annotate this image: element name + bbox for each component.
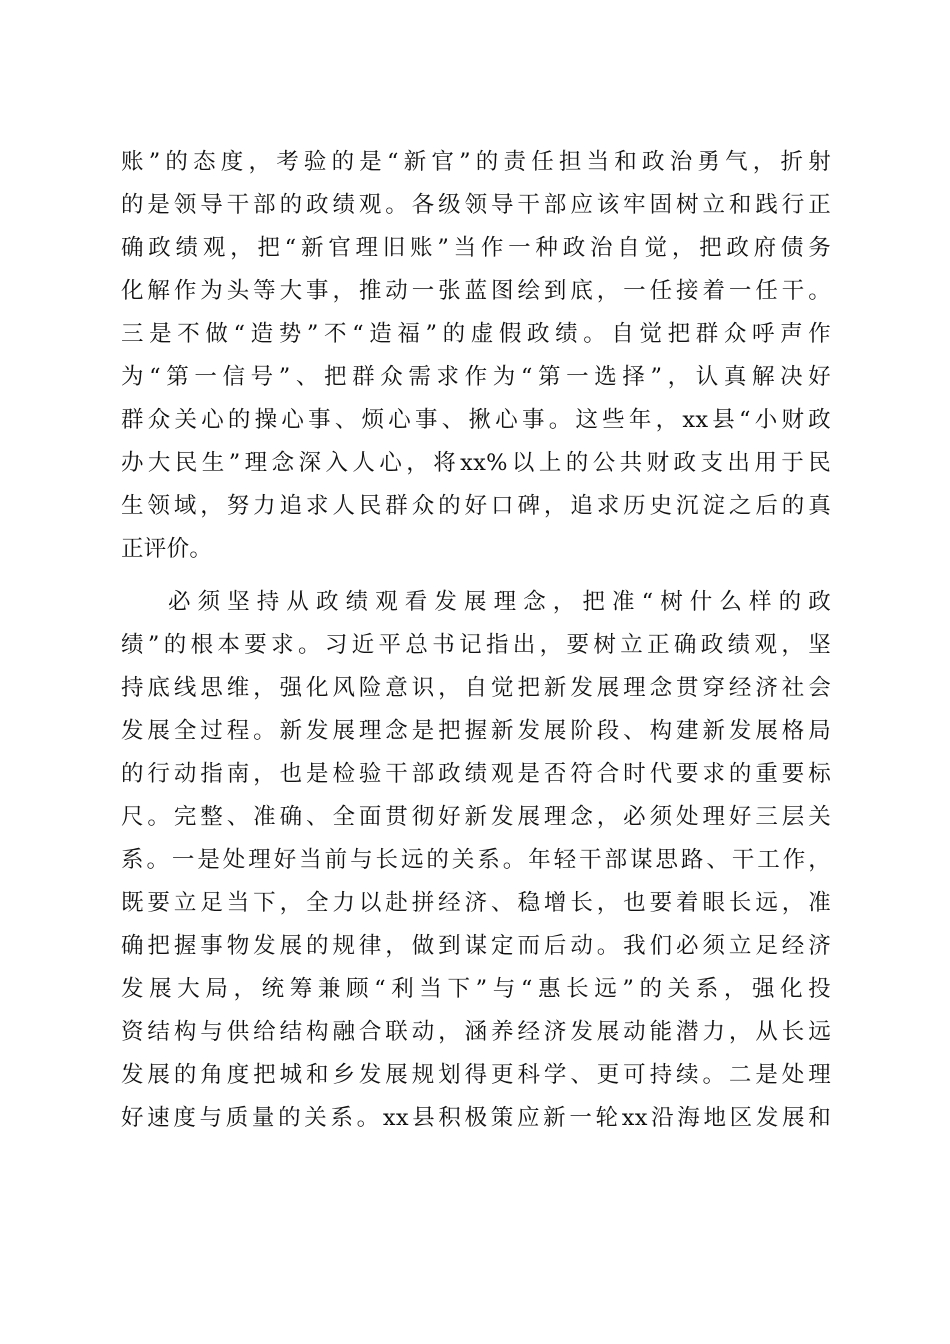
text-line: 确把握事物发展的规律，做到谋定而后动。我们必须立足经济 <box>121 933 831 959</box>
text-line: 发展大局，统筹兼顾“利当下”与“惠长远”的关系，强化投 <box>121 976 831 1002</box>
text-line: 资结构与供给结构融合联动，涵养经济发展动能潜力，从长远 <box>121 1019 831 1045</box>
text-line: 尺。完整、准确、全面贯彻好新发展理念，必须处理好三层关 <box>121 804 831 830</box>
text-line: 为“第一信号”、把群众需求作为“第一选择”，认真解决好 <box>121 364 831 390</box>
text-line: 的行动指南，也是检验干部政绩观是否符合时代要求的重要标 <box>121 761 831 787</box>
document-body <box>121 141 831 1140</box>
text-line: 发展的角度把城和乡发展规划得更科学、更可持续。二是处理 <box>121 1062 831 1088</box>
text-line: 绩”的根本要求。习近平总书记指出，要树立正确政绩观，坚 <box>121 632 831 658</box>
text-line: 持底线思维，强化风险意识，自觉把新发展理念贯穿经济社会 <box>121 675 831 701</box>
text-line: 的是领导干部的政绩观。各级领导干部应该牢固树立和践行正 <box>121 192 831 218</box>
text-line: 系。一是处理好当前与长远的关系。年轻干部谋思路、干工作， <box>121 847 831 873</box>
text-line: 必须坚持从政绩观看发展理念，把准“树什么样的政 <box>168 589 831 615</box>
text-line: 正评价。 <box>121 536 213 562</box>
text-line: 生领域，努力追求人民群众的好口碑，追求历史沉淀之后的真 <box>121 493 831 519</box>
text-line: 好速度与质量的关系。xx县积极策应新一轮xx沿海地区发展和 <box>121 1105 831 1131</box>
text-line: 群众关心的操心事、烦心事、揪心事。这些年，xx县“小财政 <box>121 407 831 433</box>
paragraph-spacer <box>121 571 831 581</box>
text-line: 办大民生”理念深入人心，将xx%以上的公共财政支出用于民 <box>121 450 831 476</box>
text-line: 三是不做“造势”不“造福”的虚假政绩。自觉把群众呼声作 <box>121 321 831 347</box>
text-line: 账”的态度，考验的是“新官”的责任担当和政治勇气，折射 <box>121 149 831 175</box>
paragraph-2 <box>121 581 831 1140</box>
text-line: 化解作为头等大事，推动一张蓝图绘到底，一任接着一任干。 <box>121 278 831 304</box>
text-line: 发展全过程。新发展理念是把握新发展阶段、构建新发展格局 <box>121 718 831 744</box>
text-line: 既要立足当下，全力以赴拼经济、稳增长，也要着眼长远，准 <box>121 890 831 916</box>
paragraph-1 <box>121 141 831 571</box>
text-line: 确政绩观，把“新官理旧账”当作一种政治自觉，把政府债务 <box>121 235 831 261</box>
